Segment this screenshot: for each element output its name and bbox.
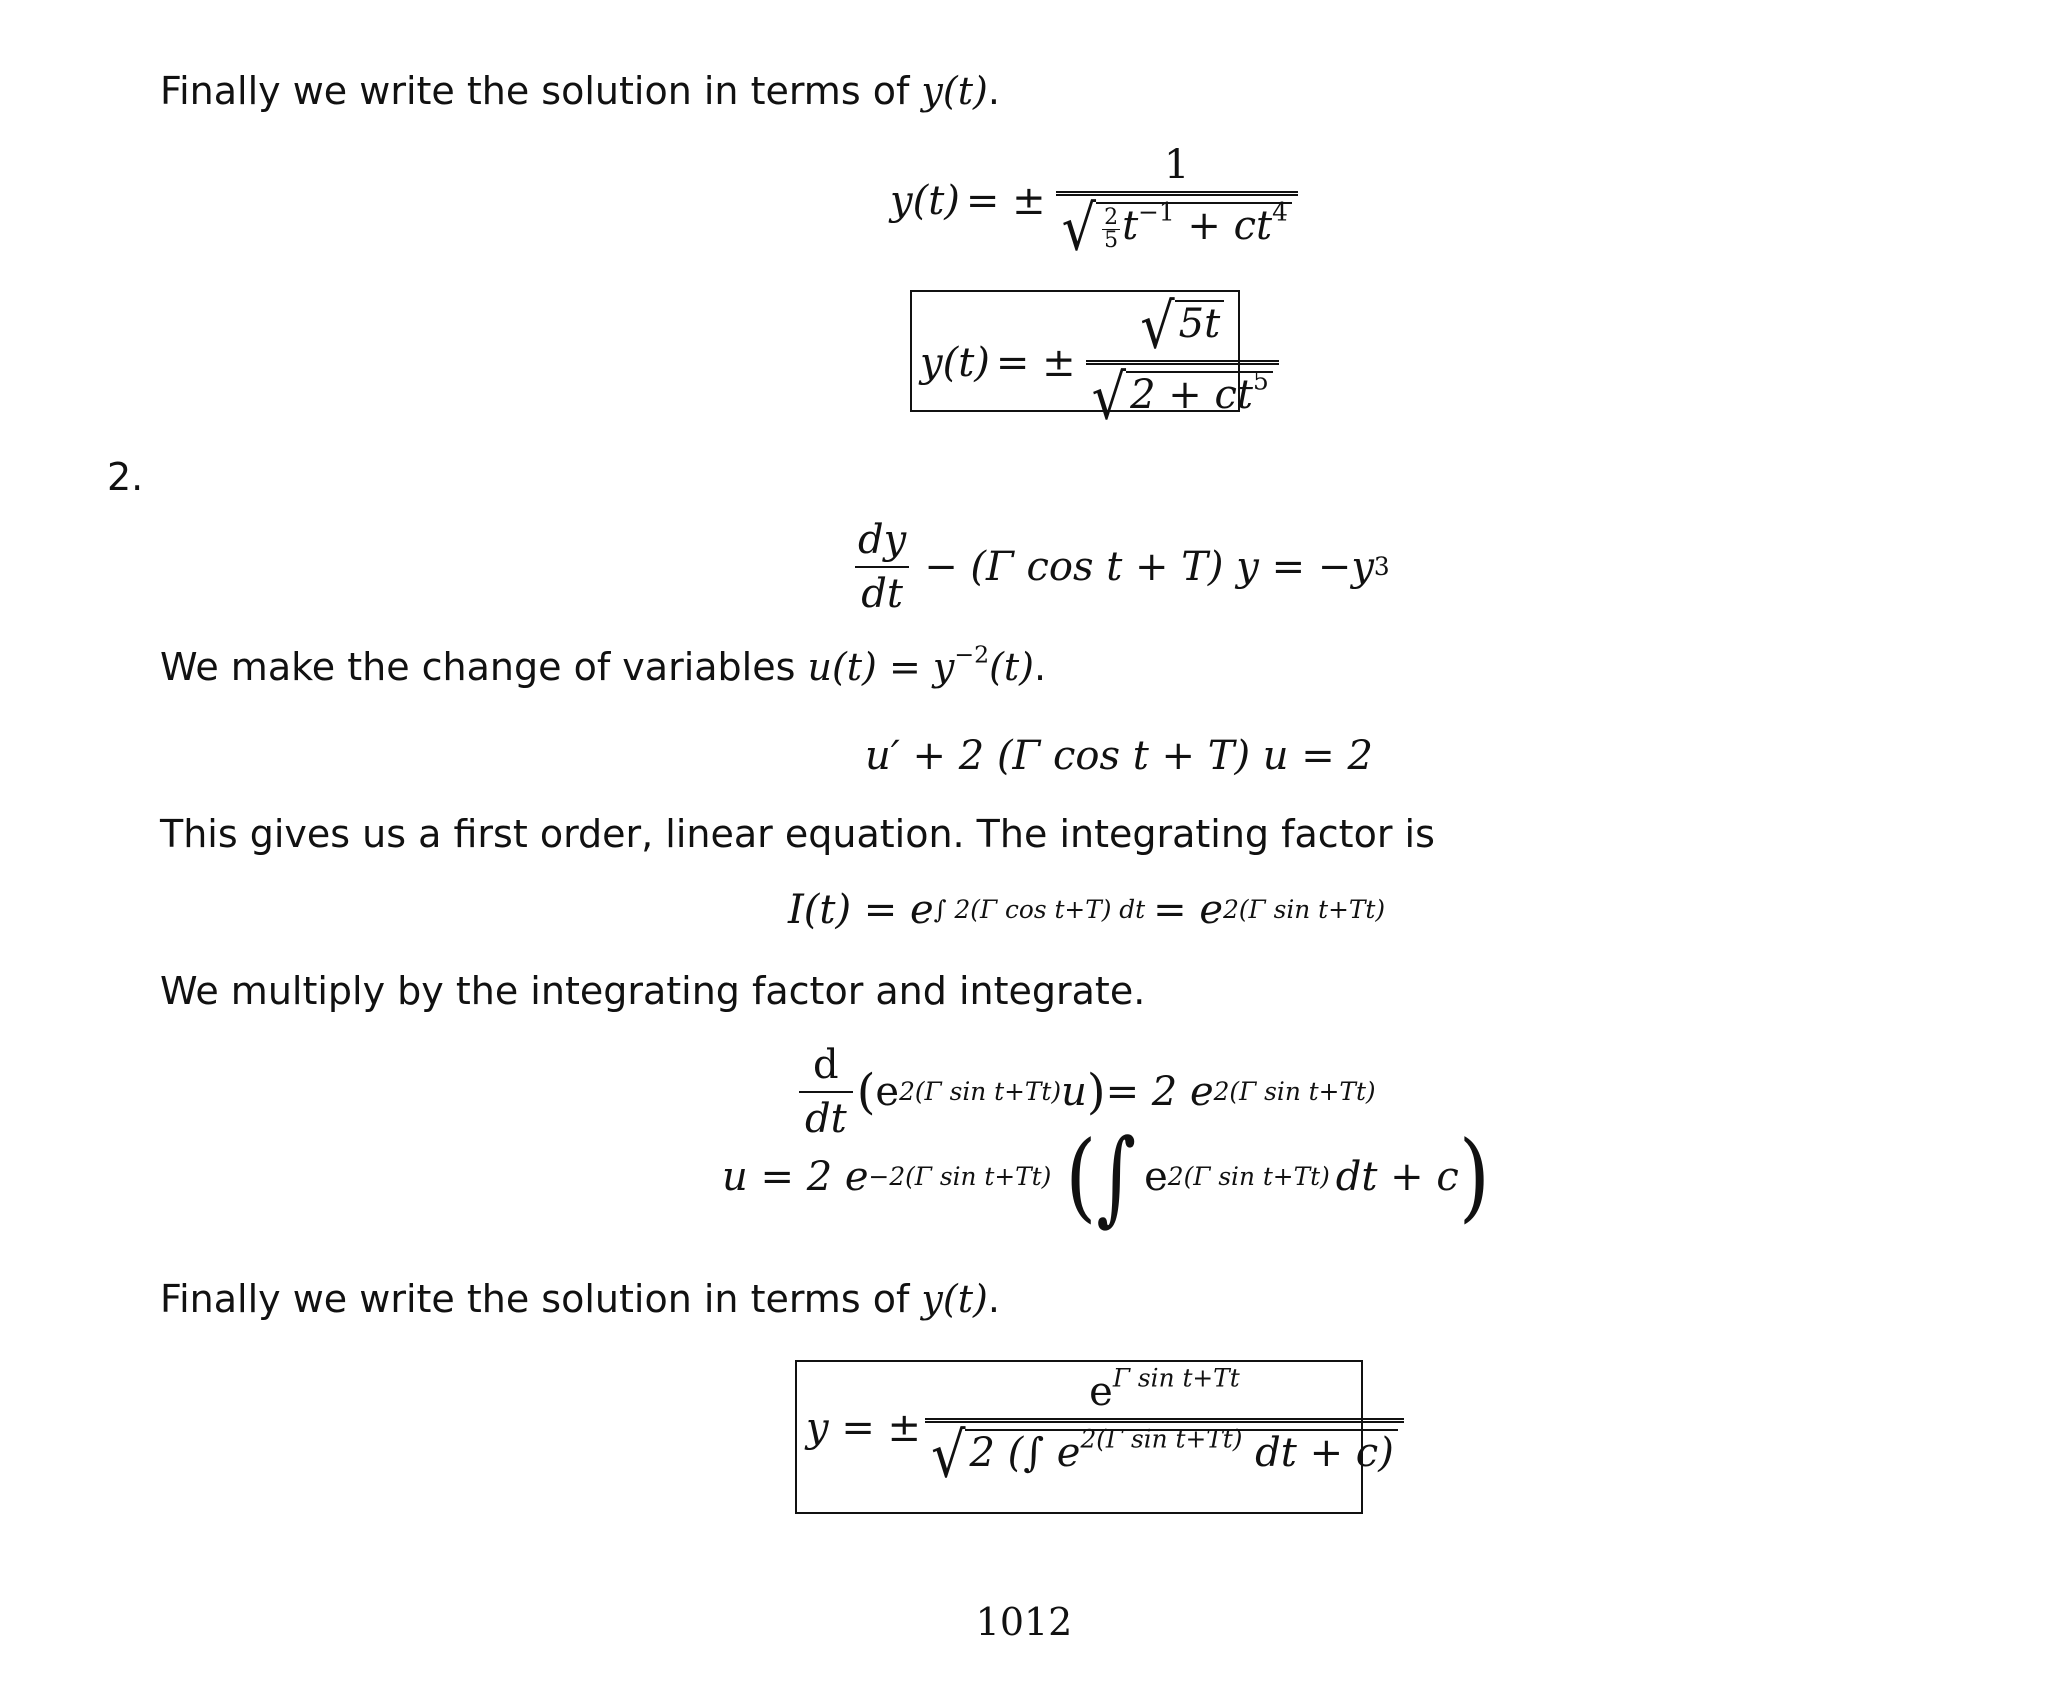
- square-root: [1091, 361, 1273, 434]
- left-paren: (: [856, 1064, 876, 1120]
- equation-integrating-factor: I(t) = e ∫ 2(Γ cos t+T) dt = e 2(Γ sin t+Tt): [788, 887, 1386, 933]
- small-fraction-den: 5: [1104, 227, 1119, 253]
- paragraph-text: We make the change of variables: [160, 645, 808, 689]
- fraction: [1056, 142, 1298, 265]
- paragraph-text: Finally we write the solution in terms of: [160, 69, 922, 113]
- right-big-paren: ): [1458, 1120, 1491, 1233]
- fraction: [925, 1363, 1404, 1492]
- term: 2 (∫ e: [969, 1430, 1081, 1476]
- term-t: t: [1122, 203, 1139, 249]
- eq-lhs: u = 2 e: [722, 1154, 869, 1200]
- square-root: [1140, 290, 1224, 363]
- radical-sign: √: [1140, 290, 1175, 363]
- ode-rest: − (Γ cos t + T) y = −y: [924, 544, 1374, 590]
- derivative-numerator: d: [813, 1042, 839, 1088]
- right-paren: ): [1086, 1064, 1106, 1120]
- term-u: u: [1061, 1069, 1087, 1115]
- item-number: 2.: [107, 455, 144, 499]
- paragraph-final-solution: [160, 1277, 1000, 1321]
- exponent: 5: [1252, 366, 1269, 396]
- paragraph-end: .: [1033, 645, 1047, 689]
- small-fraction: [1102, 204, 1120, 253]
- exponent: 4: [1272, 197, 1288, 227]
- eq-mid: = e: [1153, 887, 1224, 933]
- integral-tail: dt + c: [1335, 1154, 1459, 1200]
- radicand: [1126, 366, 1273, 425]
- derivative-denominator: dt: [855, 566, 909, 614]
- exponent: 2(Γ sin t+Tt): [1080, 1424, 1243, 1454]
- fraction-denominator: [1056, 191, 1298, 265]
- eq-lhs: I(t) = e: [788, 887, 934, 933]
- eq-relation: = ±: [965, 177, 1046, 224]
- derivative: [852, 517, 912, 617]
- equation-linear: u′ + 2 (Γ cos t + T) u = 2: [865, 733, 1373, 779]
- exponent: −1: [1138, 197, 1175, 227]
- exp-base: e: [875, 1069, 900, 1115]
- radicand: 5t: [1175, 300, 1225, 354]
- eq-rhs: = 2 e: [1105, 1069, 1214, 1115]
- eq-lhs: y(t): [920, 339, 990, 386]
- fraction-denominator: [1086, 360, 1279, 434]
- equation-y-of-t: [890, 142, 1302, 265]
- derivative-denominator: dt: [799, 1091, 853, 1139]
- fraction-numerator: [1134, 290, 1230, 363]
- equation-u-solution: u = 2 e −2(Γ sin t+Tt) ( ∫ e 2(Γ sin t+Tt) dt + c ): [722, 1115, 1491, 1236]
- exp-base: e: [1144, 1154, 1168, 1200]
- fraction: [1086, 290, 1279, 434]
- paragraph-integrating-factor: This gives us a first order, linear equation. The integrating factor is: [160, 812, 1435, 856]
- radicand: [965, 1424, 1397, 1483]
- paragraph-solution-intro: [160, 69, 1000, 113]
- fraction-numerator: 1: [1164, 142, 1190, 188]
- equation-ode: $\frac{dy}{dt}$ − (Γ cos t + T) y = −y 3: [848, 520, 1390, 614]
- fraction-numerator: [1083, 1363, 1246, 1418]
- paragraph-text: Finally we write the solution in terms of: [160, 1277, 922, 1321]
- inline-math: y(t): [921, 1277, 988, 1321]
- square-root: [1061, 192, 1292, 265]
- equation-boxed-answer-1: [920, 290, 1283, 434]
- paragraph-multiply-integrate: We multiply by the integrating factor and integrate.: [160, 969, 1146, 1013]
- derivative: [799, 1042, 853, 1142]
- inline-math: u(t) = y: [807, 645, 955, 689]
- eq-relation: = ±: [995, 339, 1076, 386]
- term: 2 + ct: [1130, 372, 1253, 418]
- small-fraction-num: 2: [1104, 204, 1119, 230]
- radical-sign: √: [931, 1419, 966, 1492]
- exp-base: e: [1089, 1369, 1113, 1415]
- integral-sign: ∫: [1096, 1115, 1137, 1236]
- radicand: [1096, 197, 1292, 256]
- equation-derivative-product: $\frac{d}{dt}$ ( e 2(Γ sin t+Tt) u ) = 2 e 2(Γ sin t+Tt): [795, 1045, 1376, 1139]
- left-big-paren: (: [1065, 1120, 1097, 1233]
- square-root: [931, 1419, 1398, 1492]
- page-number: 1012: [975, 1600, 1073, 1644]
- paragraph-end: .: [987, 69, 1000, 113]
- eq-lhs: y(t): [890, 177, 960, 224]
- term-ct: + ct: [1174, 203, 1273, 249]
- derivative-numerator: dy: [858, 517, 907, 563]
- radical-sign: √: [1061, 192, 1097, 265]
- equation-boxed-answer-2: [806, 1363, 1408, 1492]
- inline-math: (t): [989, 645, 1034, 689]
- inline-math: y(t): [921, 69, 988, 113]
- radical-sign: √: [1091, 361, 1127, 434]
- exponent: Γ sin t+Tt: [1112, 1363, 1240, 1393]
- term: dt + c): [1242, 1430, 1394, 1476]
- paragraph-change-of-variables: [160, 640, 1047, 689]
- eq-lhs: y = ±: [806, 1404, 922, 1451]
- fraction-denominator: [925, 1418, 1404, 1492]
- exponent: −2: [954, 640, 990, 669]
- paragraph-end: .: [987, 1277, 1000, 1321]
